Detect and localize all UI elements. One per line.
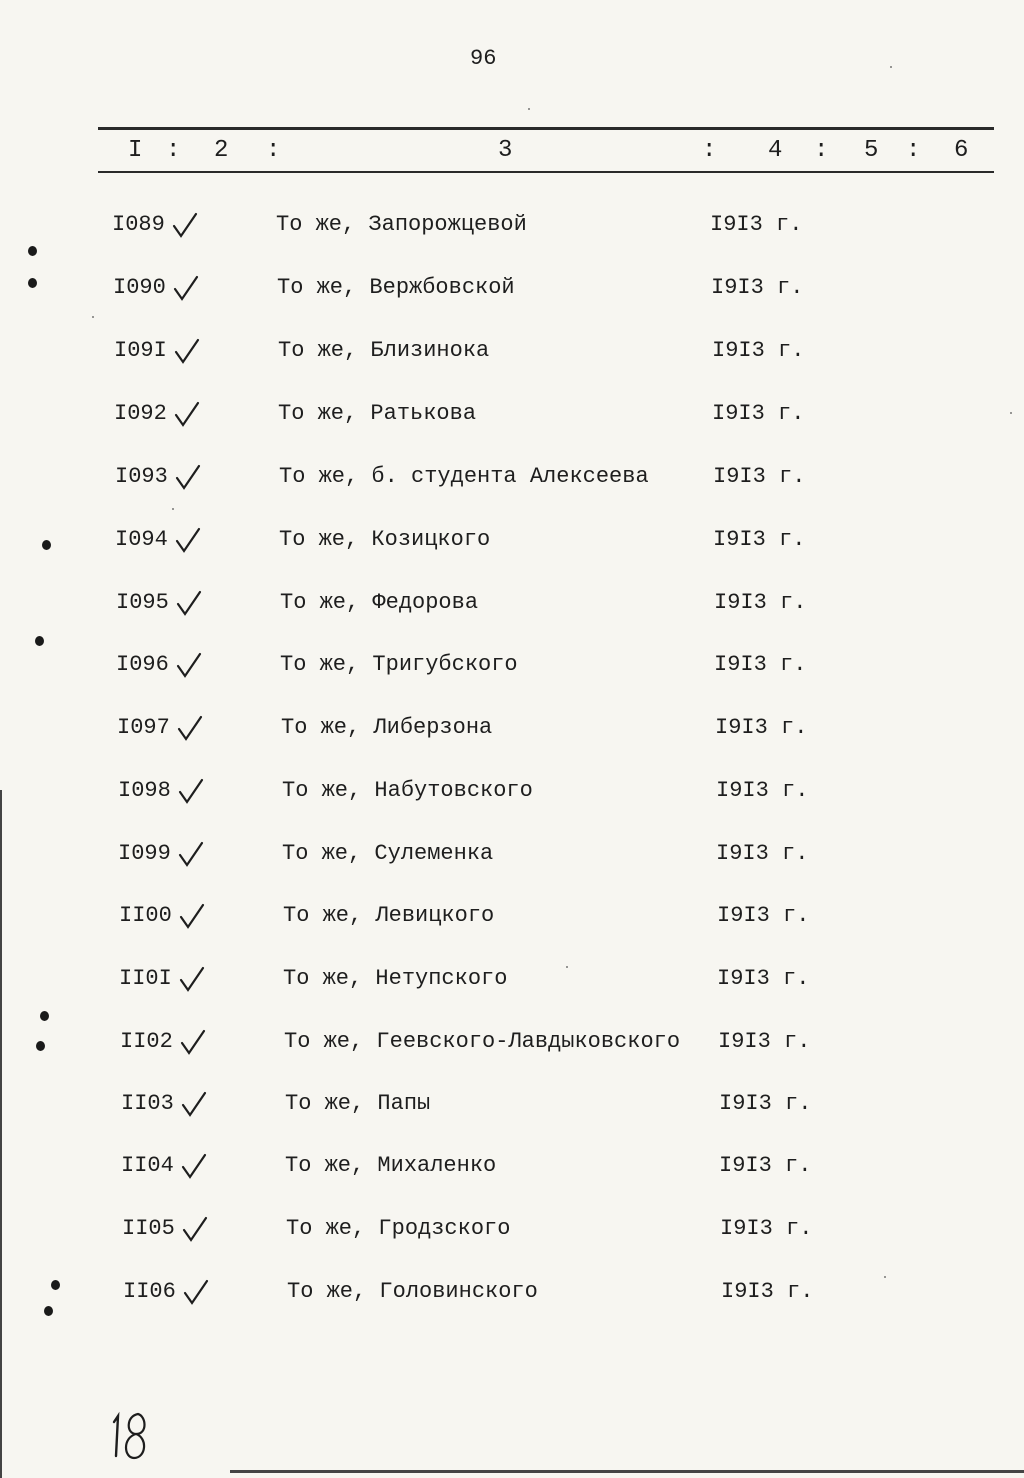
margin-ink-dot [28, 278, 37, 288]
entry-description: То же, Либерзона [281, 715, 493, 740]
column-5-label: 5 [864, 137, 879, 164]
entry-description: То же, Вержбовской [277, 275, 515, 300]
entry-number: I090 [113, 275, 166, 300]
scan-speck [1010, 412, 1012, 414]
entry-year: I9I3 г. [711, 275, 804, 300]
column-separator: : [266, 137, 281, 164]
scan-speck [884, 1276, 886, 1278]
entry-description: То же, Геевского-Лавдыковского [284, 1029, 681, 1054]
entry-description: То же, Головинского [287, 1279, 538, 1304]
column-3-label: 3 [498, 137, 513, 164]
table-header-top-rule [98, 127, 994, 130]
margin-ink-dot [36, 1041, 45, 1051]
check-mark-icon [179, 1152, 209, 1180]
check-mark-icon [178, 1028, 208, 1056]
check-mark-icon [173, 463, 203, 491]
column-separator: : [906, 137, 921, 164]
entry-description: То же, Нетупского [283, 966, 508, 991]
entry-description: То же, Федорова [280, 590, 479, 615]
entry-year: I9I3 г. [718, 1029, 811, 1054]
check-mark-icon [176, 840, 206, 868]
entry-year: I9I3 г. [719, 1091, 812, 1116]
scan-speck [172, 508, 174, 510]
entry-year: I9I3 г. [712, 401, 805, 426]
entry-number: I095 [116, 590, 169, 615]
entry-number: I098 [118, 778, 171, 803]
entry-number: I096 [116, 652, 169, 677]
entry-description: То же, Козицкого [279, 527, 491, 552]
entry-description: То же, Ратькова [278, 401, 477, 426]
entry-description: То же, Михаленко [285, 1153, 497, 1178]
entry-description: То же, Папы [285, 1091, 431, 1116]
margin-ink-dot [28, 246, 37, 256]
entry-number: II03 [121, 1091, 174, 1116]
entry-year: I9I3 г. [713, 527, 806, 552]
column-6-label: 6 [954, 137, 969, 164]
entry-year: I9I3 г. [712, 338, 805, 363]
check-mark-icon [180, 1215, 210, 1243]
entry-number: I09I [114, 338, 167, 363]
entry-description: То же, Левицкого [283, 903, 495, 928]
scan-speck [528, 108, 530, 110]
check-mark-icon [174, 651, 204, 679]
column-4-label: 4 [768, 137, 783, 164]
entry-number: II05 [122, 1216, 175, 1241]
entry-number: I093 [115, 464, 168, 489]
check-mark-icon [170, 211, 200, 239]
entry-number: II02 [120, 1029, 173, 1054]
entry-number: I089 [112, 212, 165, 237]
entry-number: I092 [114, 401, 167, 426]
check-mark-icon [177, 965, 207, 993]
check-mark-icon [176, 777, 206, 805]
scan-speck [92, 316, 94, 318]
check-mark-icon [171, 274, 201, 302]
scan-left-edge [0, 790, 2, 1478]
entry-description: То же, б. студента Алексеева [279, 464, 649, 489]
column-separator: : [702, 137, 717, 164]
column-2-label: 2 [214, 137, 229, 164]
check-mark-icon [181, 1278, 211, 1306]
entry-year: I9I3 г. [710, 212, 803, 237]
check-mark-icon [177, 902, 207, 930]
entry-year: I9I3 г. [717, 966, 810, 991]
entry-description: То же, Сулеменка [282, 841, 494, 866]
entry-year: I9I3 г. [715, 715, 808, 740]
entry-year: I9I3 г. [716, 778, 809, 803]
entry-number: II0I [119, 966, 172, 991]
check-mark-icon [173, 526, 203, 554]
check-mark-icon [172, 337, 202, 365]
entry-year: I9I3 г. [721, 1279, 814, 1304]
margin-ink-dot [35, 636, 44, 646]
handwritten-folio-number [104, 1408, 154, 1464]
margin-ink-dot [51, 1280, 60, 1290]
entry-description: То же, Гродзского [286, 1216, 511, 1241]
margin-ink-dot [40, 1011, 49, 1021]
entry-number: I097 [117, 715, 170, 740]
entry-year: I9I3 г. [713, 464, 806, 489]
check-mark-icon [179, 1090, 209, 1118]
entry-description: То же, Запорожцевой [276, 212, 527, 237]
entry-year: I9I3 г. [716, 841, 809, 866]
check-mark-icon [172, 400, 202, 428]
entry-year: I9I3 г. [714, 590, 807, 615]
margin-ink-dot [44, 1306, 53, 1316]
entry-number: II04 [121, 1153, 174, 1178]
entry-number: II00 [119, 903, 172, 928]
entry-number: II06 [123, 1279, 176, 1304]
entry-description: То же, Набутовского [282, 778, 533, 803]
scan-bottom-edge [230, 1470, 1024, 1473]
page-number: 96 [470, 46, 497, 71]
entry-year: I9I3 г. [717, 903, 810, 928]
table-header-bottom-rule [98, 171, 994, 173]
entry-description: То же, Близинока [278, 338, 490, 363]
check-mark-icon [174, 589, 204, 617]
entry-number: I099 [118, 841, 171, 866]
column-1-label: I [128, 137, 143, 164]
column-separator: : [814, 137, 829, 164]
entry-year: I9I3 г. [720, 1216, 813, 1241]
entry-year: I9I3 г. [714, 652, 807, 677]
check-mark-icon [175, 714, 205, 742]
scan-speck [566, 966, 568, 968]
margin-ink-dot [42, 540, 51, 550]
scan-speck [890, 66, 892, 68]
entry-description: То же, Тригубского [280, 652, 518, 677]
column-separator: : [166, 137, 181, 164]
entry-year: I9I3 г. [719, 1153, 812, 1178]
entry-number: I094 [115, 527, 168, 552]
